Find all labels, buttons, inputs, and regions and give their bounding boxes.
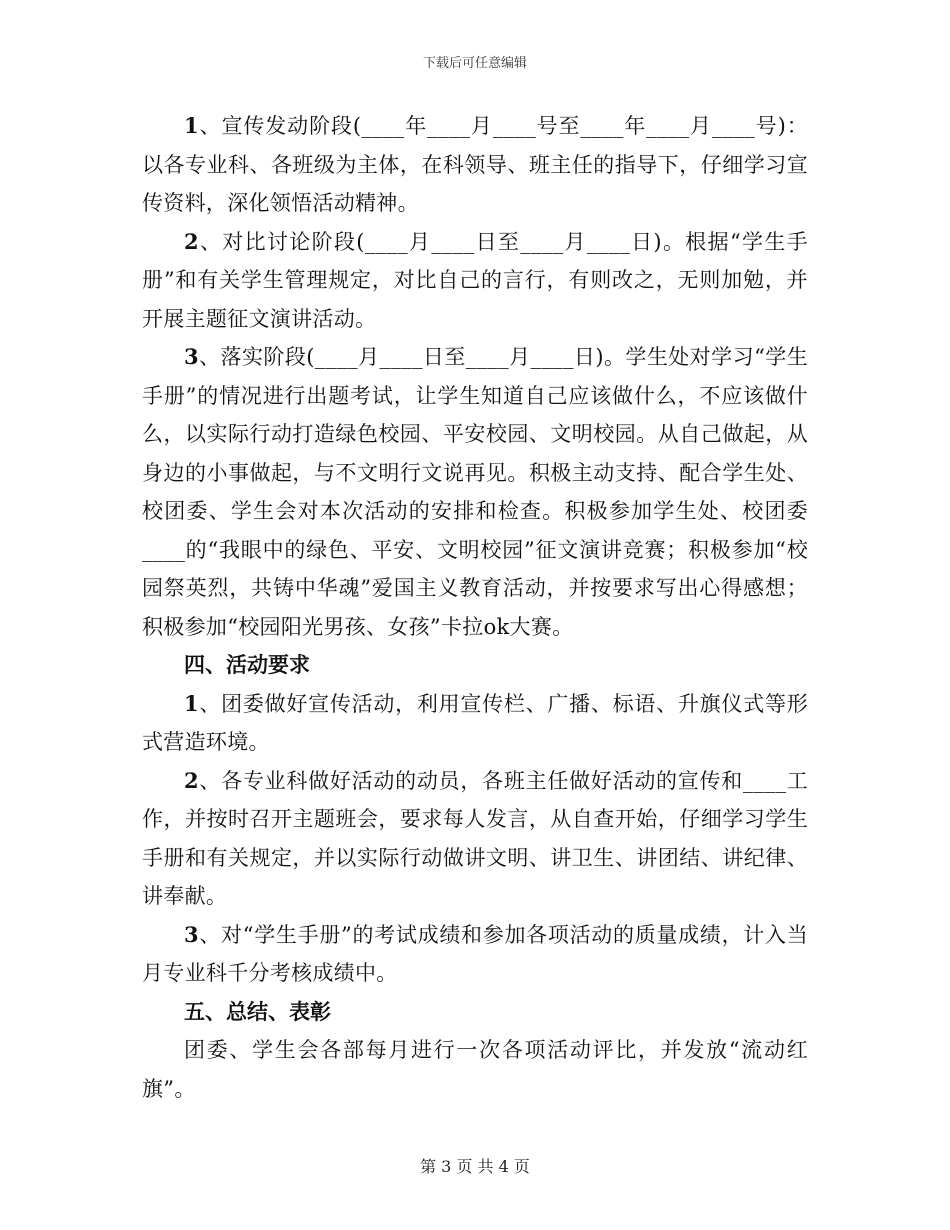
requirement-text: 、团委做好宣传活动，利用宣传栏、广播、标语、升旗仪式等形式营造环境。 bbox=[142, 691, 808, 754]
page-header: 下载后可任意编辑 bbox=[422, 56, 527, 71]
paragraph-phase-3 bbox=[142, 338, 808, 646]
document-body bbox=[142, 107, 808, 1108]
summary-paragraph: 团委、学生会各部每月进行一次各项活动评比，并发放“流动红旗”。 bbox=[142, 1038, 808, 1101]
item-number: 1 bbox=[184, 690, 199, 716]
section-heading-summary: 五、总结、表彰 bbox=[184, 998, 331, 1024]
paragraph-text: 、宣传发动阶段(____年____月____号至____年____月____号)：以各专业科、各班级为主体，在科领导、班主任的指导下，仔细学习宣传资料，深化领悟活动精神。 bbox=[142, 114, 808, 215]
page-footer: 第 3 页 共 4 页 bbox=[420, 1157, 530, 1176]
item-number: 3 bbox=[184, 921, 199, 947]
requirement-text: 、各专业科做好活动的动员，各班主任做好活动的宣传和____工作，并按时召开主题班会，要求每人发言，从自查开始，仔细学习学生手册和有关规定，并以实际行动做讲文明、讲卫生、讲团结、讲纪律、讲奉献。 bbox=[142, 768, 808, 908]
requirement-item bbox=[142, 916, 808, 993]
requirement-item bbox=[142, 762, 808, 916]
paragraph-phase-1 bbox=[142, 107, 808, 223]
item-number: 2 bbox=[184, 767, 199, 793]
item-number: 2 bbox=[184, 228, 199, 254]
paragraph-phase-2 bbox=[142, 223, 808, 339]
paragraph-text: 、落实阶段(____月____日至____月____日)。学生处对学习“学生手册”的情况进行出题考试，让学生知道自己应该做什么，不应该做什么，以实际行动打造绿色校园、平安校园、文明校园。从自己做起，从身边的小事做起，与不文明行文说再见。积极主动支持、配合学生处、校团委、学生会对本次活动的安排和检查。积极参加学生处、校团委____的“我眼中的绿色、平安、文明校园”征文演讲竞赛；积极参加“校园祭英烈，共铸中华魂”爱国主义教育活动，并按要求写出心得感想；积极参加“校园阳光男孩、女孩”卡拉ok大赛。 bbox=[142, 345, 808, 639]
item-number: 3 bbox=[184, 344, 199, 369]
item-number: 1 bbox=[184, 113, 199, 138]
requirement-text: 、对“学生手册”的考试成绩和参加各项活动的质量成绩，计入当月专业科千分考核成绩中。 bbox=[142, 922, 808, 985]
paragraph-text: 、对比讨论阶段(____月____日至____月____日)。根据“学生手册”和有关学生管理规定，对比自己的言行，有则改之，无则加勉，并开展主题征文演讲活动。 bbox=[142, 229, 808, 331]
requirement-item bbox=[142, 685, 808, 762]
section-heading-requirements: 四、活动要求 bbox=[184, 652, 310, 677]
